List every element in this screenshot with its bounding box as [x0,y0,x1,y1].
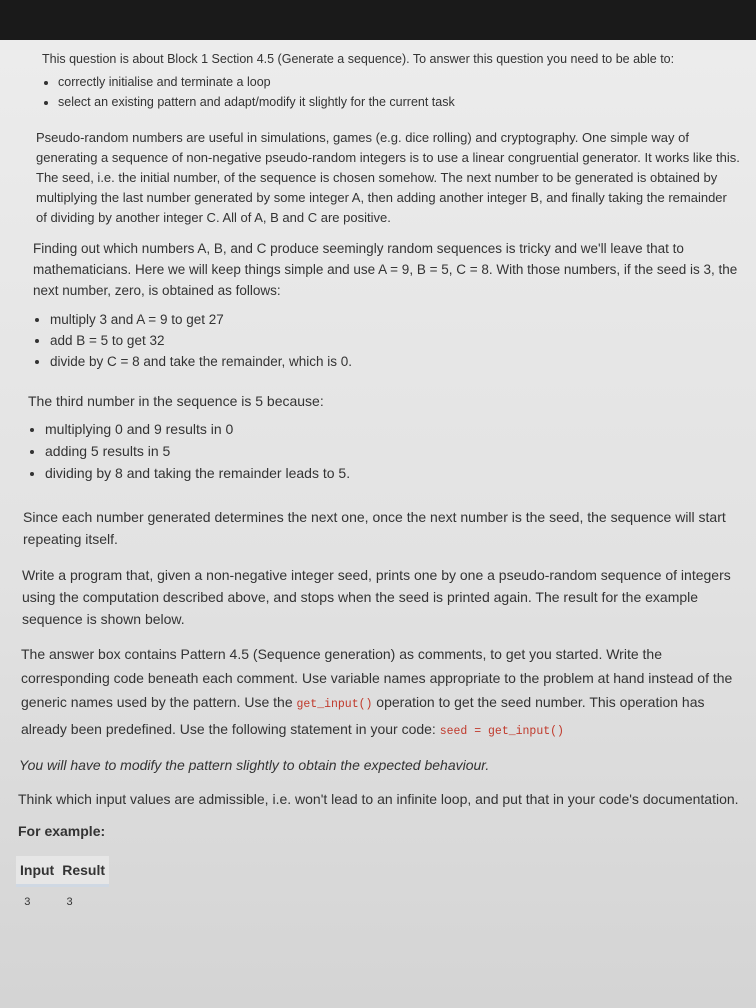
question-page [0,40,756,1008]
write-program-paragraph: Write a program that, given a non-negative integer seed, prints one by one a pseudo-random sequence of integers using the computation described above, and stops when the seed is printed again. The result for the example sequence is shown below. [22,567,731,627]
question-text [20,50,740,909]
finding-paragraph: Finding out which numbers A, B, and C produce seemingly random sequences is tricky and we'll leave that to mathematicians. Here we will keep things simple and use A = 9, B = 5, C = 8. With those numbers, if the seed is 3, the next number, zero, is obtained as follows: [33,241,738,298]
answer-text-1: The answer box contains Pattern 4.5 (Sequence generation) as comments, to get you started. Write the corresponding code beneath each comment. Use variable names appropriate to the problem at hand instead of the generic names used by the pattern. Use the [21,646,733,710]
list-item: • divide by C = 8 and take the remainder, which is 0. [50,351,740,372]
table-row [16,886,109,910]
seed-statement-code: seed = get_input() [439,725,564,738]
answer-text-2: operation to get the seed number. This operation has already been predefined. Use the following statement in your code: [21,694,705,737]
steps-list [20,309,740,372]
for-example-heading: For example: [18,823,106,839]
get-input-code: get_input() [296,698,373,711]
list-item: • dividing by 8 and taking the remainder leads to 5. [45,462,740,484]
example-table [16,856,109,909]
answer-box-paragraph [21,642,740,744]
list-item: • multiplying 0 and 9 results in 0 [45,418,740,440]
since-paragraph: Since each number generated determines the next one, once the next number is the seed, the sequence will start repeating itself. [23,509,726,547]
lcg-paragraph: Pseudo-random numbers are useful in simulations, games (e.g. dice rolling) and cryptography. One simple way of generating a sequence of non-negative pseudo-random integers is to use a linear congruential generator. It works like this. The seed, i.e. the initial number, of the sequence is chosen somehow. The next number to be generated is obtained by multiplying the last number generated by some integer A, then adding another integer B, and finally taking the remainder of dividing by another integer C. All of A, B and C are positive. [36,130,740,225]
intro-paragraph: This question is about Block 1 Section 4.5 (Generate a sequence). To answer this question you need to be able to: [42,52,675,66]
list-item: • select an existing pattern and adapt/modify it slightly for the current task [58,92,740,112]
table-header-row [16,856,109,886]
list-item: • adding 5 results in 5 [45,440,740,462]
think-paragraph: Think which input values are admissible, i.e. won't lead to an infinite loop, and put that in your code's documentation. [18,791,739,807]
third-number-paragraph: The third number in the sequence is 5 because: [28,393,324,409]
input-cell: 3 [24,897,31,909]
list-item: • correctly initialise and terminate a loop [58,72,740,92]
dark-top-bar [0,0,756,40]
list-item: • multiply 3 and A = 9 to get 27 [50,309,740,330]
result-column-header: Result [58,856,109,886]
modify-note: You will have to modify the pattern slightly to obtain the expected behaviour. [19,757,490,773]
steps-list-2 [20,418,740,484]
intro-list [20,72,740,112]
list-item: • add B = 5 to get 32 [50,330,740,351]
input-column-header: Input [16,856,58,886]
result-cell: 3 [66,897,73,909]
